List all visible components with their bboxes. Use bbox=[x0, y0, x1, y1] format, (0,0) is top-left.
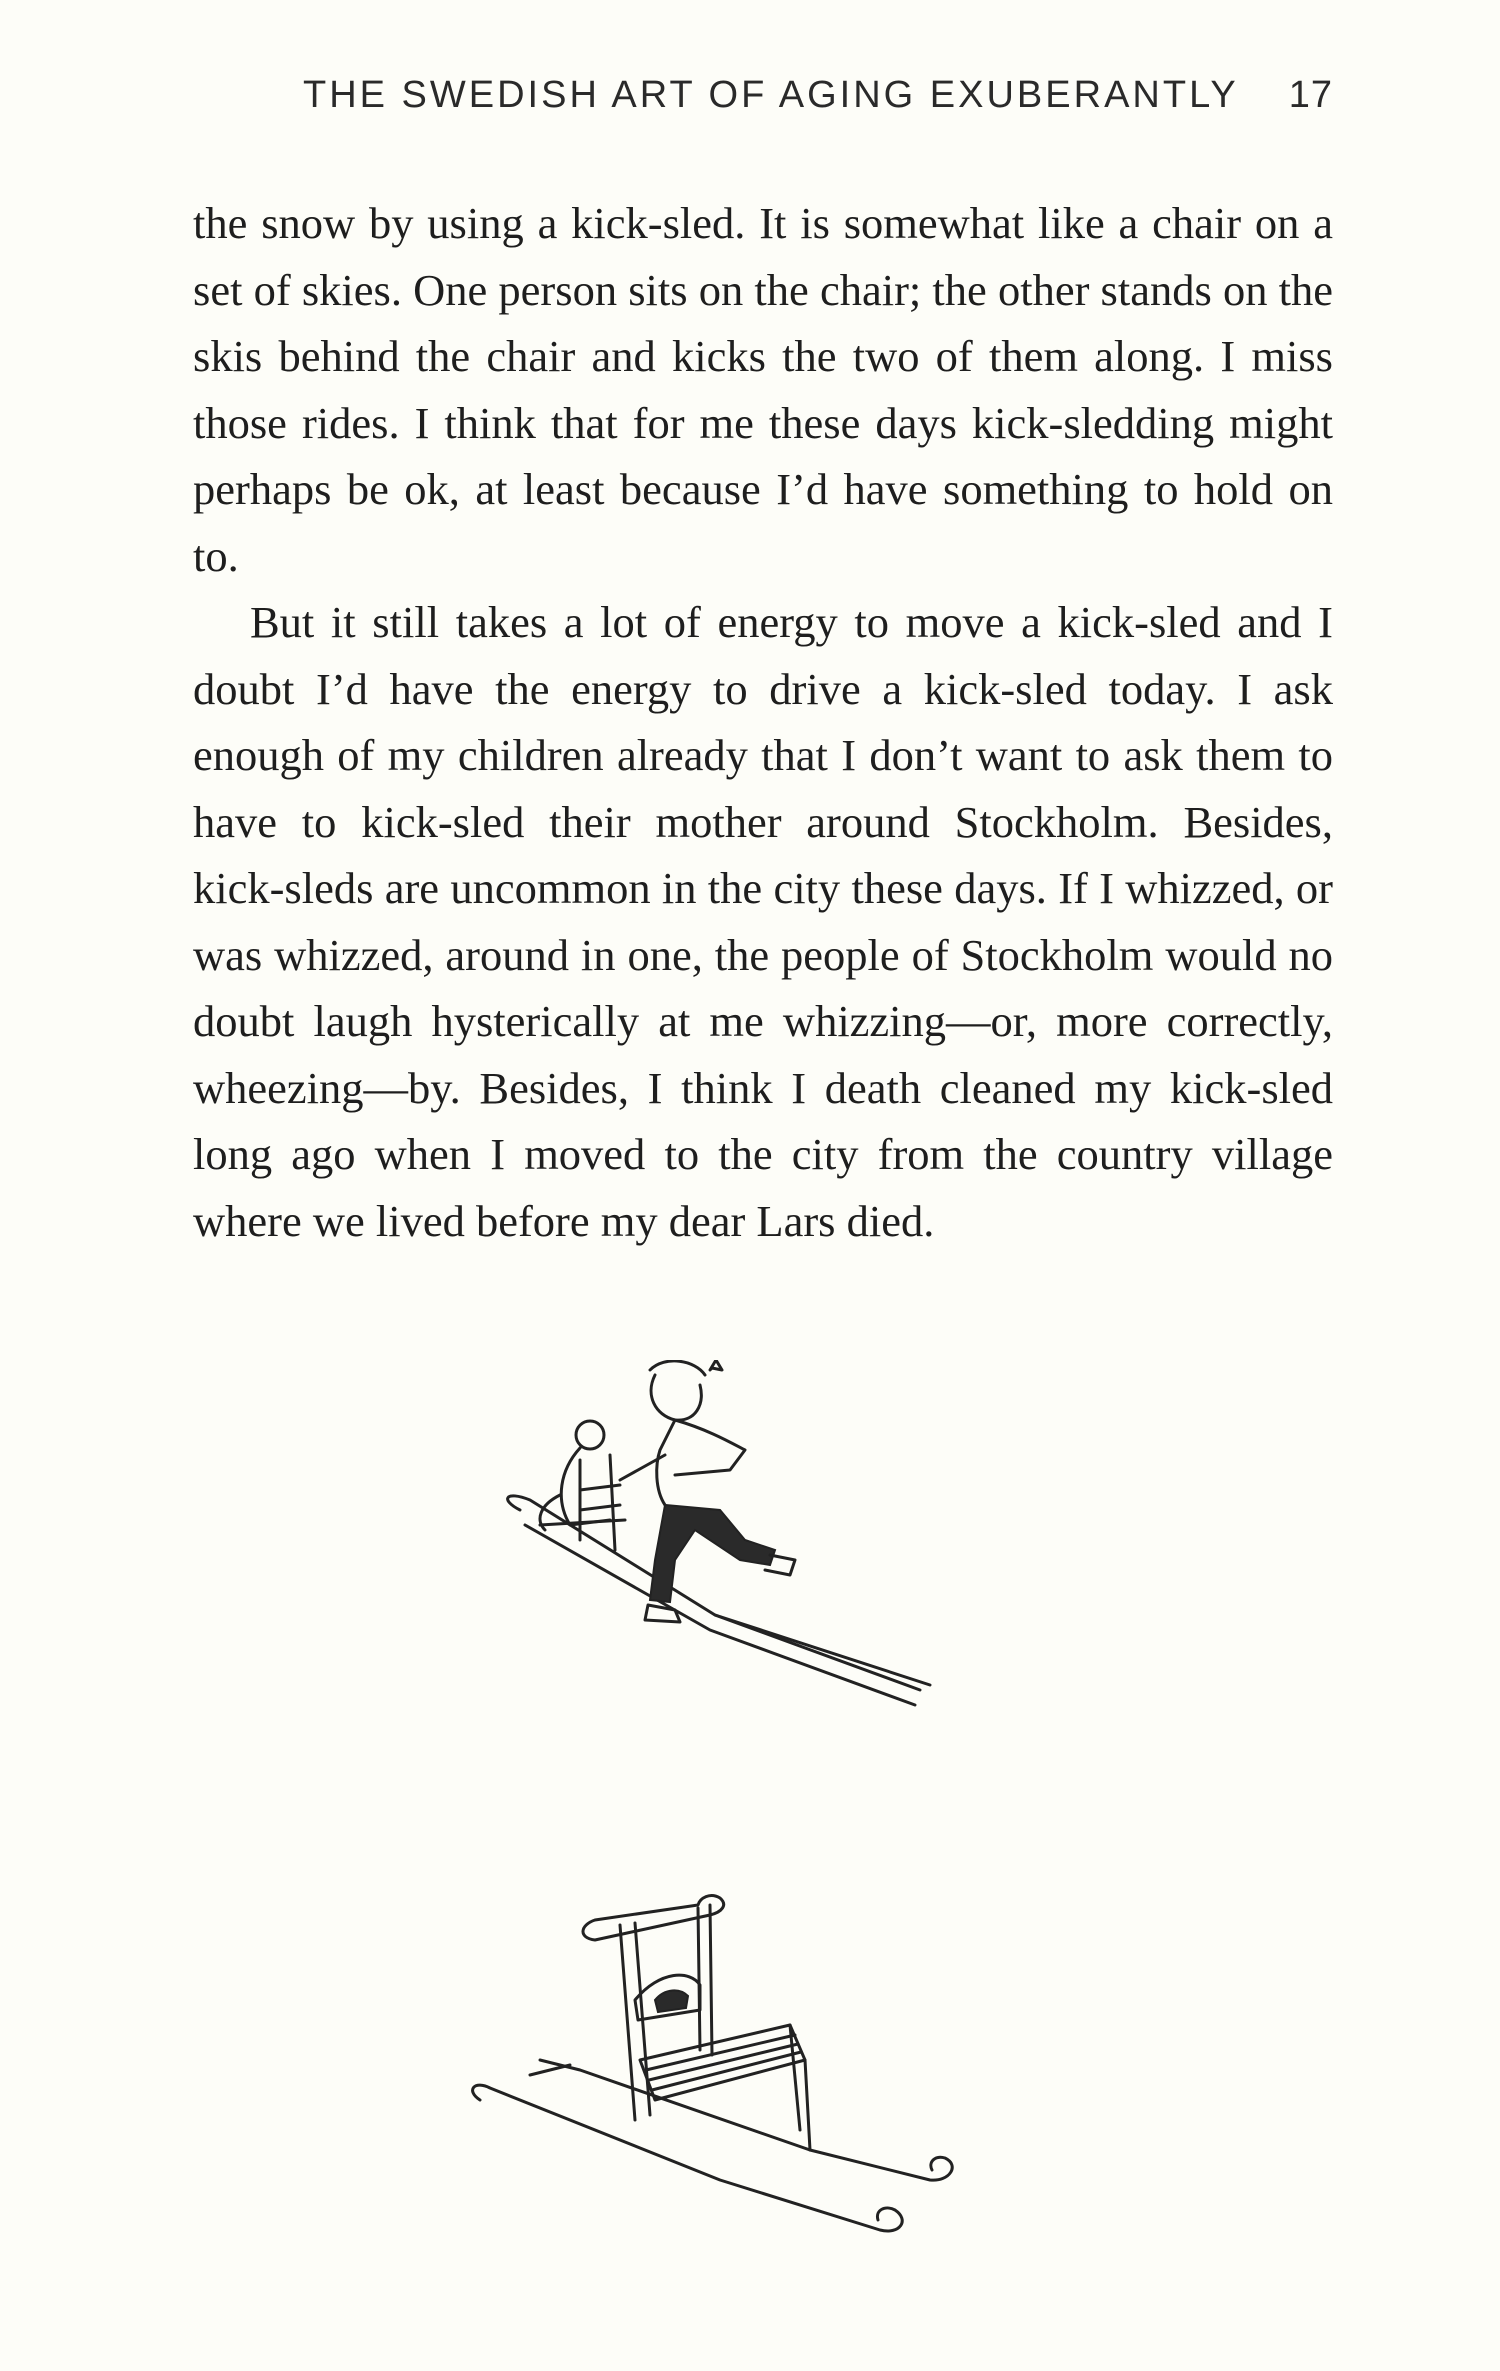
sled-illustration-svg bbox=[460, 1360, 1020, 2240]
paragraph-continued: the snow by using a kick-sled. It is somewhat like a chair on a set of skies. One person sits on the chair; the other stands on the skis behind the chair and kicks the two of them along. I miss those rides. I think that for me these days kick-sledding might perhaps be ok, at least because I’d have something to hold on to. bbox=[193, 198, 1333, 581]
kick-sled-ride-drawing bbox=[508, 1360, 930, 1705]
running-head bbox=[193, 74, 1333, 134]
illustration bbox=[460, 1360, 1020, 2240]
page-number: 17 bbox=[1288, 74, 1333, 116]
running-title: THE SWEDISH ART OF AGING EXUBERANTLY bbox=[303, 74, 1239, 116]
empty-kick-sled-drawing bbox=[473, 1896, 953, 2231]
paragraph: But it still takes a lot of energy to move a kick-sled and I doubt I’d have the energy to drive a kick-sled today. I ask enough of my children already that I don’t want to ask them to have to kick-sled their mother around Stockholm. Besides, kick-sleds are uncommon in the city these days. If I whizzed, or was whizzed, around in one, the people of Stockholm would no doubt laugh hysterically at me whizzing—or, more correctly, wheezing—by. Besides, I think I death cleaned my kick-sled long ago when I moved to the city from the country village where we lived before my dear Lars died. bbox=[193, 597, 1333, 1246]
body-text bbox=[193, 190, 1333, 1254]
